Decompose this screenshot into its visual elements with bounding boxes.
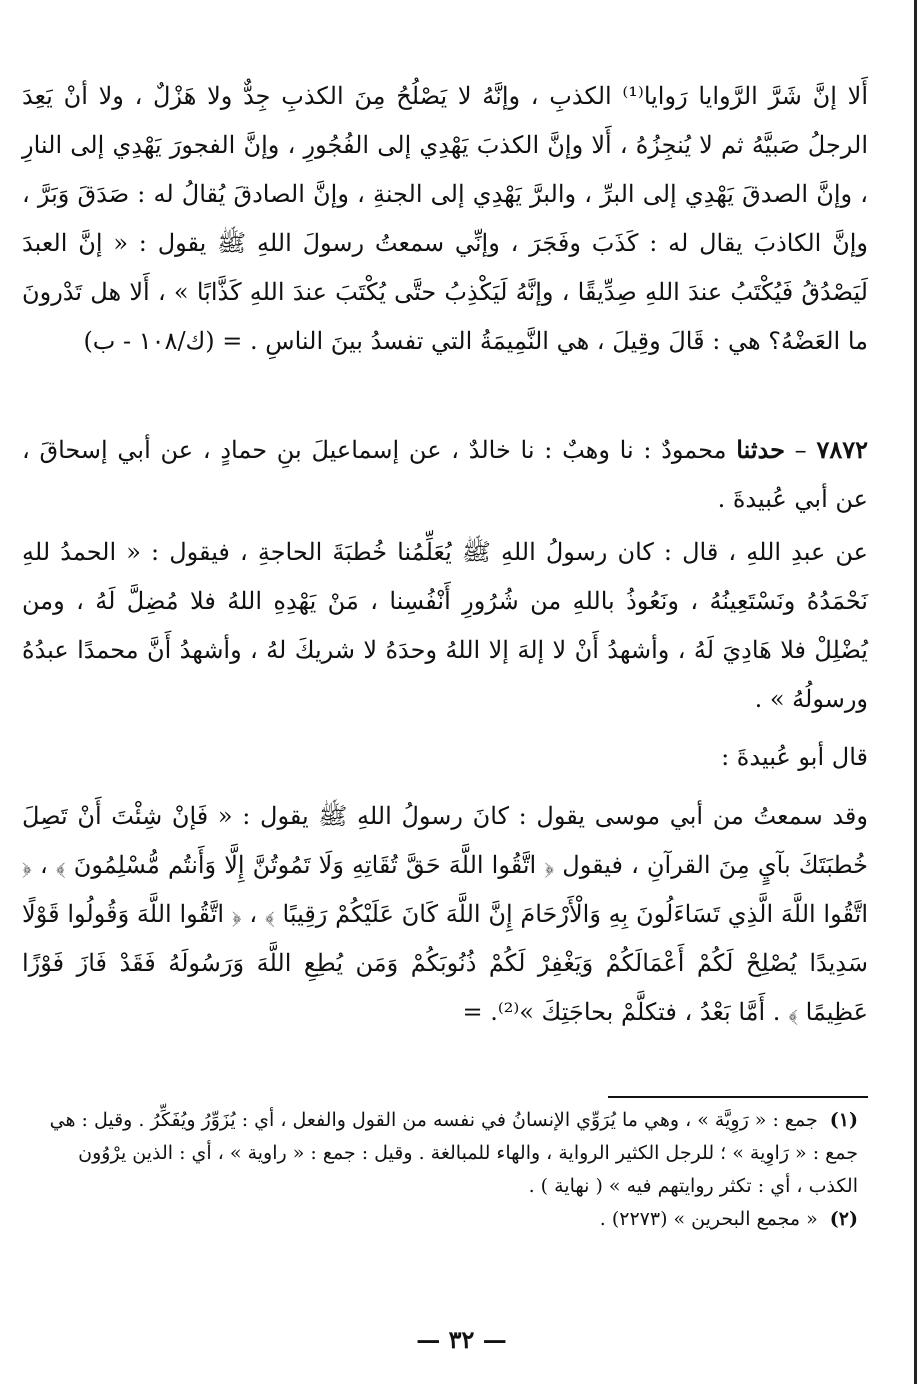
intro-text: أَلا إنَّ شَرَّ الرَّوايا رَوايا⁽¹⁾ الكذبِ ، وإنَّهُ لا يَصْلُحُ مِنَ الكذبِ جِدٌّ ولا هَزْلٌ ، ولا أنْ يَعِدَ الرجلُ صَبيَّهُ ثم لا يُنجِزُهُ ، أَلا وإنَّ الكذبَ يَهْدِي إلى الفُجُورِ ، وإنَّ الفجورَ يَهْدِي إلى النارِ ، وإنَّ الصدقَ يَهْدِي إلى البرِّ ، والبرَّ يَهْدِي إلى الجنةِ ، وإنَّ الصادقَ يُقالُ له : صَدَقَ وَبَرَّ ، وإنَّ الكاذبَ يقال له : كَذَبَ وفَجَرَ ، وإنِّي سمعتُ رسولَ اللهِ ﷺ يقول : « إنَّ العبدَ لَيَصْدُقُ فَيُكْتَبُ عندَ اللهِ صِدِّيقًا ، وإنَّهُ لَيَكْذِبُ حتَّى يُكْتَبَ عندَ اللهِ كَذَّابًا » ، أَلا هل تَدْرونَ ما العَضْهُ؟ هي : قَالَ وقِيلَ ، هي النَّمِيمَةُ التي تفسدُ بينَ الناسِ . = (ك/١٠٨ - ب) — [22, 82, 868, 355]
quran-paragraph — [22, 792, 868, 1037]
hadith-dash: – — [784, 436, 807, 464]
footnote-text: « مجمع البحرين » (٢٢٧٣) . — [599, 1208, 818, 1230]
footnote-marker: (١) — [829, 1109, 858, 1131]
page-number: — ٣٢ — — [416, 1325, 507, 1354]
hadith-number: ٧٨٧٢ — [816, 435, 868, 464]
khutba-text: عن عبدِ اللهِ ، قال : كان رسولُ اللهِ ﷺ يُعَلِّمُنا خُطبَةَ الحاجةِ ، فيقول : « الحمدُ للهِ نَحْمَدُهُ ونَسْتَعِينُهُ ، ونَعُوذُ باللهِ من شُرُورِ أَنْفُسِنا ، مَنْ يَهْدِهِ اللهُ فلا مُضِلَّ لَهُ ، ومن يُضْلِلْ فلا هَادِيَ لَهُ ، وأشهدُ أَنْ لا إلهَ إلا اللهُ وحدَهُ لا شريكَ لهُ ، وأشهدُ أَنَّ محمدًا عبدُهُ ورسولُهُ » . — [22, 538, 868, 713]
footnote-marker: (٢) — [829, 1208, 858, 1230]
footnote-item — [40, 1104, 858, 1203]
page-edge-rule — [914, 0, 917, 1384]
intro-paragraph — [22, 72, 868, 366]
hadith-chain — [22, 425, 868, 524]
quran-text: وقد سمعتُ من أبي موسى يقول : كانَ رسولُ اللهِ ﷺ يقول : « فَإنْ شِئْتَ أَنْ تَصِلَ خُطبَتَكَ بآيٍ مِنَ القرآنِ ، فيقول ﴿ اتَّقُوا اللَّهَ حَقَّ تُقَاتِهِ وَلَا تَمُوتُنَّ إِلَّا وَأَنتُم مُّسْلِمُونَ ﴾ ، ﴿ اتَّقُوا اللَّهَ الَّذِي تَسَاءَلُونَ بِهِ وَالْأَرْحَامَ إِنَّ اللَّهَ كَانَ عَلَيْكُمْ رَقِيبًا ﴾ ، ﴿ اتَّقُوا اللَّهَ وَقُولُوا قَوْلًا سَدِيدًا يُصْلِحْ لَكُمْ أَعْمَالَكُمْ وَيَغْفِرْ لَكُمْ ذُنُوبَكُمْ وَمَن يُطِعِ اللَّهَ وَرَسُولَهُ فَقَدْ فَازَ فَوْزًا عَظِيمًا ﴾ . أَمَّا بَعْدُ ، فتكلَّمْ بحاجَتِكَ »⁽²⁾. = — [22, 802, 868, 1026]
footnote-item — [40, 1203, 858, 1236]
abu-ubayda-text: قال أبو عُبيدةَ : — [721, 743, 868, 771]
footnote-text: جمع : « رَوِيَّة » ، وهي ما يُرَوِّي الإنسانُ في نفسه من القول والفعل ، أي : يُزَوِّرُ ويُفَكِّرُ . وقيل : هي جمع : « رَاوِية » ؛ للرجل الكثير الرواية ، والهاء للمبالغة . وقيل : جمع : « راوية » ، أي : الذين يرْوُون الكذب ، أي : تكثر روايتهم فيه » ( نهاية ) . — [49, 1109, 858, 1197]
hadith-header-paragraph — [22, 425, 868, 524]
footnote-divider — [608, 1096, 868, 1098]
abu-ubayda-paragraph — [22, 733, 868, 782]
hadith-haddathana: حدثنا — [736, 435, 785, 464]
hadith-chain-text: محمودٌ : نا وهبٌ : نا خالدٌ ، عن إسماعيلَ بنِ حمادٍ ، عن أبي إسحاقَ ، عن أبي عُبيدةَ . — [22, 436, 868, 513]
khutba-paragraph — [22, 528, 868, 724]
footnotes-section — [40, 1104, 858, 1236]
